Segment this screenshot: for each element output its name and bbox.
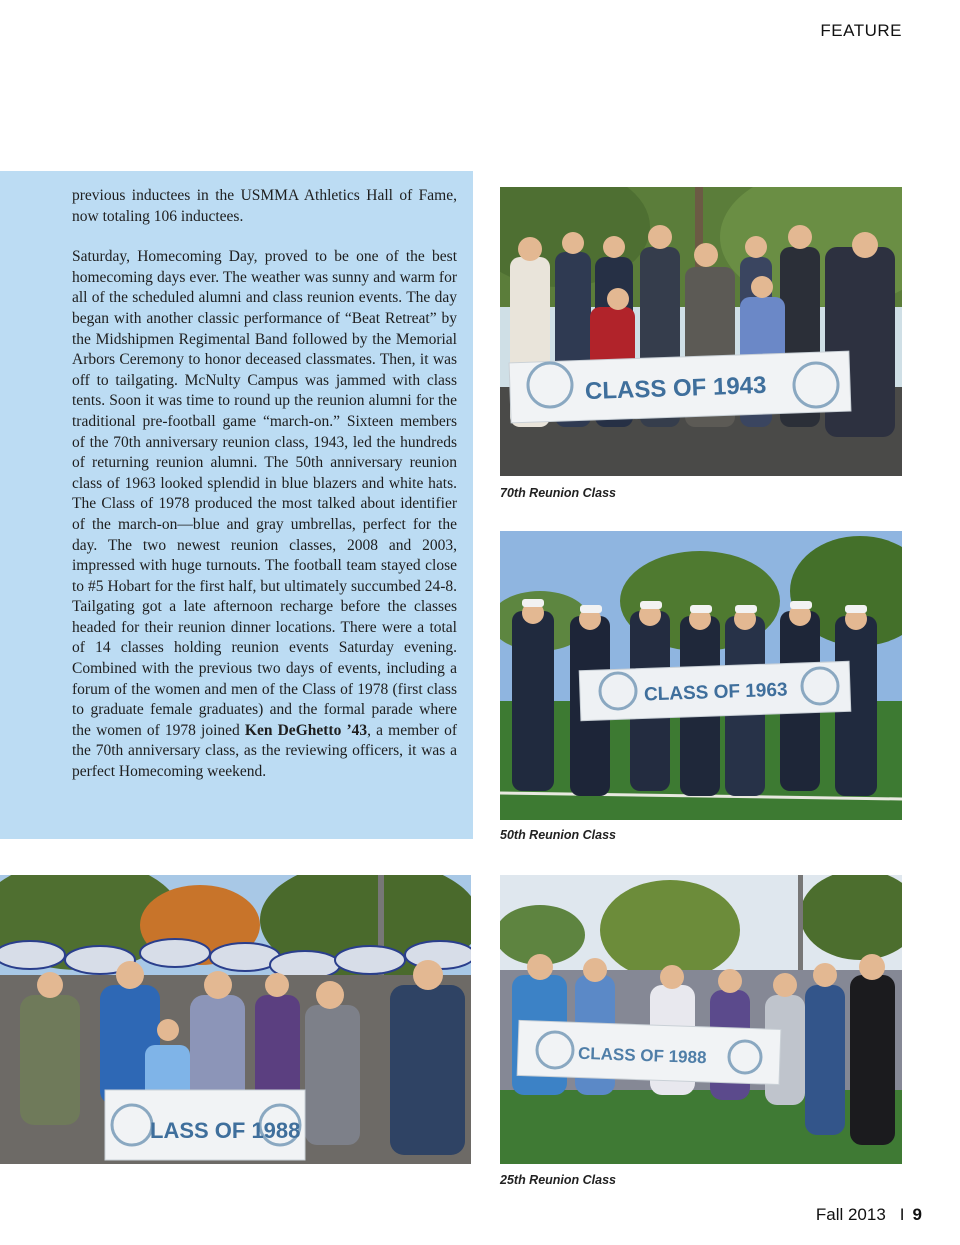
footer-separator: I (899, 1205, 905, 1224)
photo-class-of-1943 (500, 187, 902, 476)
banner-class-of-1943: CLASS OF 1943 (584, 371, 767, 406)
issue-label: Fall 2013 (815, 1205, 886, 1224)
article-paragraph-2 (72, 247, 457, 782)
banner-class-of-1988-crowd: LASS OF 1988 (150, 1118, 301, 1143)
page-footer (816, 1205, 922, 1225)
photo-class-of-1963 (500, 531, 902, 820)
photo-class-of-1988 (500, 875, 902, 1164)
page-number: 9 (912, 1205, 922, 1224)
article-body (72, 186, 457, 803)
paragraph-text: , a member of the 70th anniversary class, as the reviewing officers, it was a perfect Homecoming weekend. (72, 721, 457, 781)
caption-25th-reunion: 25th Reunion Class (500, 1173, 616, 1187)
section-label: FEATURE (820, 21, 902, 40)
paragraph-text: Saturday, Homecoming Day, proved to be one of the best homecoming days ever. The weather was sunny and warm for all of the scheduled alumni and class reunion events. The day began with another classic performance of “Beat Retreat” by the Midshipmen Regimental Band followed by the Memorial Arbors Ceremony to honor deceased classmates. Then, it was off to tailgating. McNulty Campus was jammed with class tents. Soon it was time to round up the reunion alumni for the traditional pre-football game “march-on.” Sixteen members of the 70th anniversary reunion class, 1943, led the hundreds of returning reunion alumni. The 50th anniversary reunion class of 1963 looked splendid in blue blazers and white hats. The Class of 1978 produced the most talked about identifier of the march-on—blue and gray umbrellas, perfect for the day. The two newest reunion classes, 2008 and 2003, impressed with huge turnouts. The football team stayed close to #5 Hobart for the first half, but ultimately succumbed 24-8. Tailgating got a late afternoon recharge before the classes headed for their reunion dinner locations. There were a total of 14 classes holding reunion events Saturday evening. Combined with the previous two days of events, including a forum of the women and men of the Class of 1978 (first class to graduate female graduates) and the formal parade where the women of 1978 joined (72, 248, 457, 739)
banner-class-of-1988: CLASS OF 1988 (577, 1043, 707, 1068)
banner-class-of-1963: CLASS OF 1963 (643, 679, 788, 706)
article-paragraph-1: previous inductees in the USMMA Athletics Hall of Fame, now totaling 106 inductees. (72, 187, 457, 225)
caption-70th-reunion: 70th Reunion Class (500, 486, 616, 500)
caption-50th-reunion: 50th Reunion Class (500, 828, 616, 842)
bold-name: Ken DeGhetto ’43 (244, 721, 368, 739)
